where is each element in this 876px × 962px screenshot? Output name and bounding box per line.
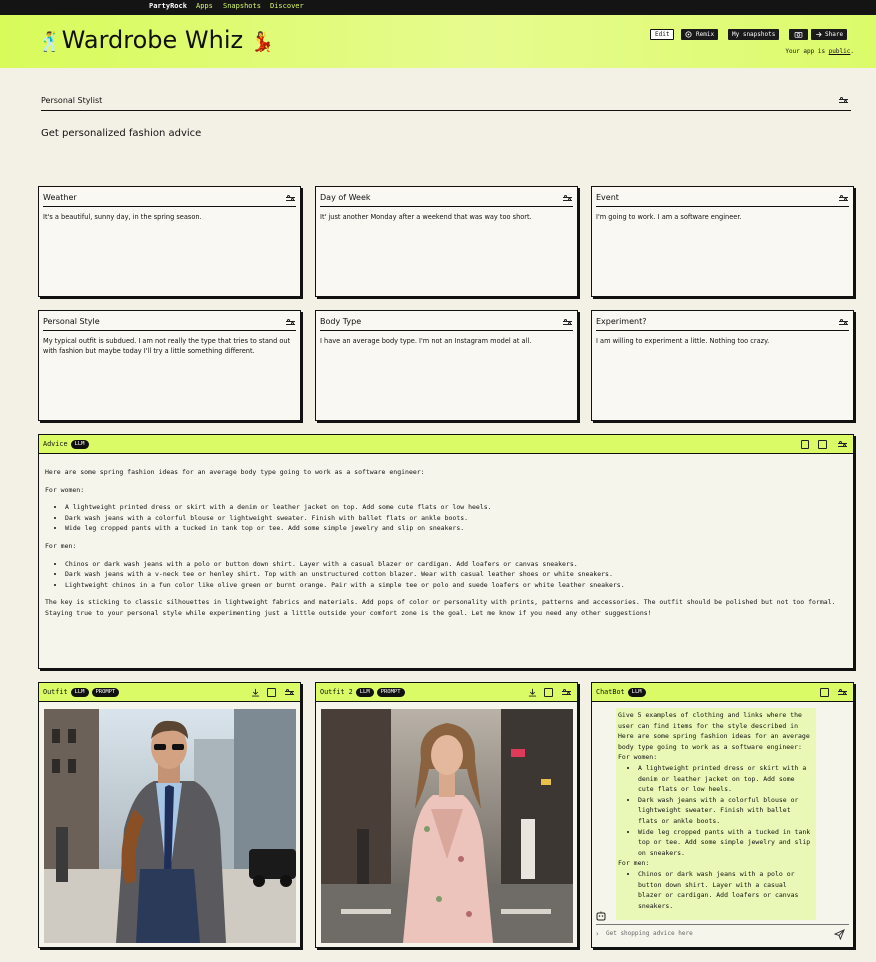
- settings-sliders-icon[interactable]: [563, 195, 572, 203]
- advice-men-list: [65, 559, 845, 591]
- day-of-week-label: Day of Week: [320, 193, 371, 202]
- settings-sliders-icon[interactable]: [562, 689, 571, 697]
- list-item: • A lightweight printed dress or skirt with a denim or leather jacket on top. Add some cute flats or low heels.: [638, 763, 812, 795]
- settings-sliders-icon[interactable]: [839, 195, 848, 203]
- remix-button[interactable]: [681, 29, 718, 40]
- visibility-suffix: .: [850, 48, 854, 55]
- chevron-right-icon: ›: [596, 930, 599, 938]
- chatbot-label: [596, 688, 646, 697]
- app-description: Get personalized fashion advice: [41, 128, 202, 139]
- experiment-input[interactable]: I am willing to experiment a little. Nothing too crazy.: [596, 337, 770, 345]
- share-button[interactable]: [811, 29, 847, 40]
- edit-button[interactable]: Edit: [650, 29, 674, 40]
- settings-sliders-icon[interactable]: [839, 319, 848, 327]
- dancer-man-icon: 🕺: [38, 31, 62, 53]
- nav-discover[interactable]: Discover: [270, 2, 304, 10]
- advice-women-title: For women:: [45, 485, 85, 494]
- chat-women-list: [638, 763, 812, 858]
- chatbot-title: ChatBot: [596, 688, 625, 696]
- camera-icon: [794, 31, 803, 38]
- top-nav: [0, 0, 876, 15]
- section-label: Personal Stylist: [41, 96, 103, 105]
- event-input[interactable]: I'm going to work. I am a software engineer.: [596, 213, 742, 221]
- advice-output: [45, 467, 845, 626]
- nav-apps[interactable]: Apps: [196, 2, 213, 10]
- advice-title: Advice: [43, 440, 68, 448]
- prompt-badge: PROMPT: [377, 688, 405, 697]
- save-icon[interactable]: [544, 688, 553, 697]
- outfit-man-image: [44, 709, 296, 943]
- arrow-right-icon: [815, 31, 823, 38]
- llm-badge: LLM: [356, 688, 374, 697]
- llm-badge: LLM: [71, 440, 89, 449]
- save-icon[interactable]: [820, 688, 829, 697]
- advice-intro: Here are some spring fashion ideas for an average body type going to work as a software engineer:: [45, 468, 425, 476]
- save-icon[interactable]: [267, 688, 276, 697]
- app-header: [0, 15, 876, 68]
- bot-avatar-icon: [596, 911, 606, 921]
- advice-women-list: [65, 502, 845, 534]
- weather-input[interactable]: It's a beautiful, sunny day, in the spring season.: [43, 213, 202, 221]
- settings-sliders-icon[interactable]: [286, 195, 295, 203]
- chat-input-bar: [596, 924, 849, 944]
- prompt-badge: PROMPT: [92, 688, 120, 697]
- list-item: • Wide leg cropped pants with a tucked in tank top or tee. Add some simple jewelry and slip on sneakers.: [65, 523, 845, 534]
- chat-message: [618, 710, 812, 911]
- body-type-input[interactable]: I have an average body type. I'm not an Instagram model at all.: [320, 337, 532, 345]
- personal-style-label: Personal Style: [43, 317, 100, 326]
- settings-sliders-icon[interactable]: [839, 97, 848, 105]
- download-icon[interactable]: [251, 688, 260, 697]
- event-widget: [591, 186, 854, 297]
- save-icon[interactable]: [818, 440, 827, 449]
- download-icon[interactable]: [528, 688, 537, 697]
- chat-women-title: For women:: [618, 753, 658, 762]
- remix-label: Remix: [696, 31, 715, 38]
- body-type-label: Body Type: [320, 317, 362, 326]
- share-label: Share: [825, 31, 844, 38]
- chat-history[interactable]: [616, 708, 816, 920]
- app-title: [38, 26, 274, 54]
- my-snapshots-button[interactable]: My snapshots: [728, 29, 779, 40]
- advice-men-title: For men:: [45, 541, 77, 550]
- visibility-prefix: Your app is: [785, 48, 829, 55]
- outfit-widget: [38, 682, 301, 948]
- list-item: • Dark wash jeans with a colorful blouse or lightweight sweater. Finish with ballet flats or ankle boots.: [65, 513, 845, 524]
- dancer-woman-icon: 💃: [250, 31, 275, 53]
- experiment-widget: [591, 310, 854, 421]
- list-item: • Chinos or dark wash jeans with a polo or button down shirt. Layer with a casual blazer or cardigan. Add loafers or canvas sneakers.: [65, 559, 845, 570]
- public-link[interactable]: public: [828, 48, 851, 55]
- settings-sliders-icon[interactable]: [285, 689, 294, 697]
- advice-widget: [38, 434, 854, 669]
- llm-badge: LLM: [71, 688, 89, 697]
- camera-button[interactable]: [789, 29, 808, 40]
- settings-sliders-icon[interactable]: [838, 441, 847, 449]
- day-of-week-input[interactable]: It' just another Monday after a weekend that was way too short.: [320, 213, 532, 221]
- chatbot-widget: [591, 682, 854, 948]
- section-header: [41, 96, 851, 111]
- remix-icon: [685, 31, 692, 38]
- body-type-widget: [315, 310, 578, 421]
- chat-men-title: For men:: [618, 859, 650, 868]
- weather-label: Weather: [43, 193, 77, 202]
- copy-icon[interactable]: [801, 440, 809, 449]
- outfit-2-title: Outfit 2: [320, 688, 353, 696]
- weather-widget: [38, 186, 301, 297]
- list-item: • Wide leg cropped pants with a tucked in tank top or tee. Add some simple jewelry and slip on sneakers.: [638, 827, 812, 859]
- personal-style-input[interactable]: My typical outfit is subdued. I am not really the type that tries to stand out with fashion but maybe today I'll try a little something different.: [43, 337, 291, 355]
- chat-input[interactable]: Get shopping advice here: [606, 930, 693, 937]
- list-item: • Dark wash jeans with a v-neck tee or henley shirt. Top with an unstructured cotton blazer. Wear with casual leather shoes or white sneakers.: [65, 569, 845, 580]
- list-item: • Chinos or dark wash jeans with a polo or button down shirt. Layer with a casual blazer or cardigan. Add loafers or canvas sneakers.: [638, 869, 812, 911]
- outfit-2-widget: [315, 682, 578, 948]
- llm-badge: LLM: [628, 688, 646, 697]
- settings-sliders-icon[interactable]: [286, 319, 295, 327]
- chat-message-intro: Give 5 examples of clothing and links where the user can find items for the style described in Here are some spring fashion ideas for an average body type going to work as a software engineer:: [618, 711, 810, 751]
- nav-snapshots[interactable]: Snapshots: [223, 2, 261, 10]
- app-title-text: Wardrobe Whiz: [61, 26, 244, 54]
- personal-style-widget: [38, 310, 301, 421]
- outfit-2-label: [320, 688, 405, 697]
- outfit-title: Outfit: [43, 688, 68, 696]
- outfit-woman-image: [321, 709, 573, 943]
- send-icon[interactable]: [834, 929, 845, 940]
- settings-sliders-icon[interactable]: [838, 689, 847, 697]
- outfit-label: [43, 688, 119, 697]
- partyrock-logo[interactable]: PartyRock: [149, 2, 187, 10]
- chat-men-list: [638, 869, 812, 911]
- event-label: Event: [596, 193, 619, 202]
- list-item: • Dark wash jeans with a colorful blouse or lightweight sweater. Finish with ballet flats or ankle boots.: [638, 795, 812, 827]
- day-of-week-widget: [315, 186, 578, 297]
- experiment-label: Experiment?: [596, 317, 647, 326]
- list-item: • A lightweight printed dress or skirt with a denim or leather jacket on top. Add some cute flats or low heels.: [65, 502, 845, 513]
- advice-closing: The key is sticking to classic silhouettes in lightweight fabrics and materials. Add pops of color or personality with prints, patterns and accessories. The outfit should be polished but not too formal. Staying true to your personal style while experimenting just a little outside your comfort zone is the goal. Let me know if you need any other suggestions!: [45, 598, 836, 617]
- list-item: • Lightweight chinos in a fun color like olive green or burnt orange. Pair with a simple tee or polo and suede loafers or white leather sneakers.: [65, 580, 845, 591]
- settings-sliders-icon[interactable]: [563, 319, 572, 327]
- visibility-note: [785, 48, 854, 55]
- advice-label: [43, 440, 89, 449]
